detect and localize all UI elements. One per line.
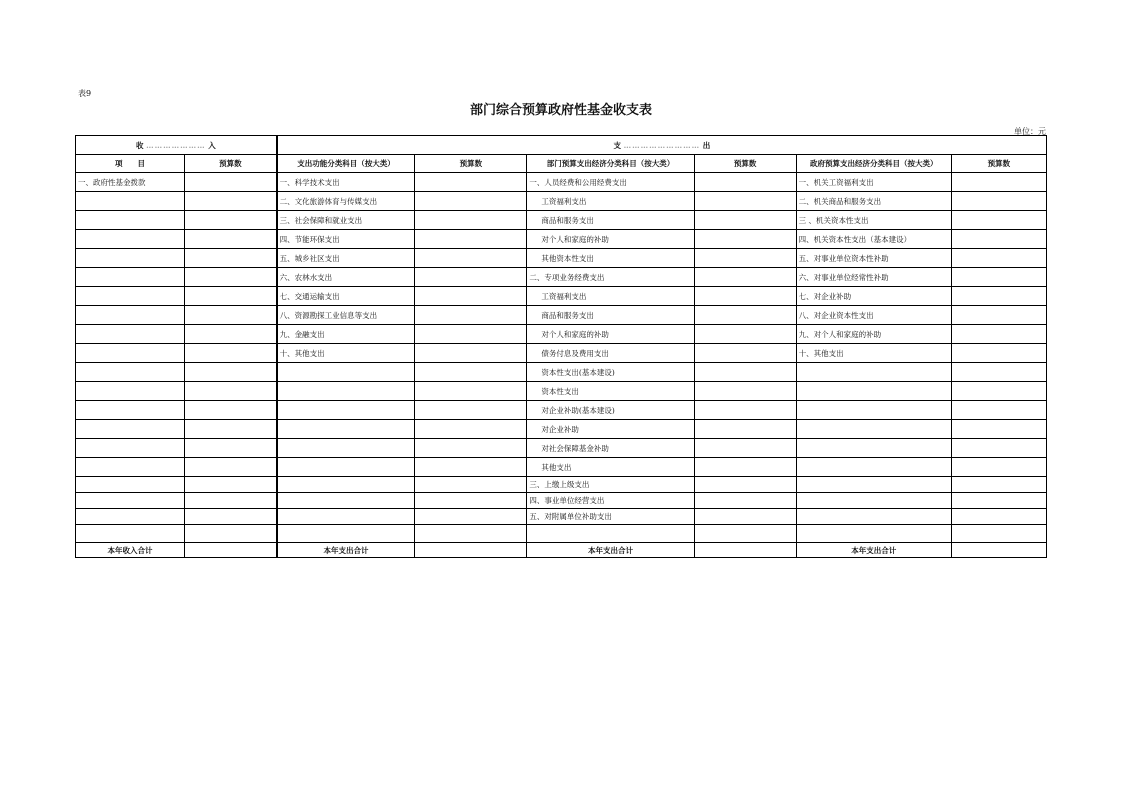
income-item-cell — [76, 192, 185, 211]
gov-econ-item-cell: 十、其他支出 — [796, 344, 951, 363]
income-budget-cell — [185, 382, 277, 401]
expense-section-header — [277, 136, 1047, 155]
function-item-cell — [277, 493, 415, 509]
gov-budget-cell — [951, 173, 1046, 192]
dept-budget-cell — [694, 173, 796, 192]
table-row — [76, 382, 1047, 401]
gov-econ-item-cell: 九、对个人和家庭的补助 — [796, 325, 951, 344]
function-item-cell — [277, 509, 415, 525]
col-header-dept-econ-class: 部门预算支出经济分类科目（按大类） — [527, 155, 694, 173]
table-row — [76, 325, 1047, 344]
table-row — [76, 493, 1047, 509]
function-item-cell: 一、科学技术支出 — [277, 173, 415, 192]
income-budget-cell — [185, 458, 277, 477]
function-budget-cell — [415, 211, 527, 230]
dept-total-value — [694, 543, 796, 558]
dept-budget-cell — [694, 268, 796, 287]
income-item-cell — [76, 363, 185, 382]
gov-budget-cell — [951, 287, 1046, 306]
function-item-cell: 九、金融支出 — [277, 325, 415, 344]
gov-budget-cell — [951, 325, 1046, 344]
income-total-label: 本年收入合计 — [76, 543, 185, 558]
budget-table — [75, 135, 1047, 558]
dept-econ-item-cell: 其他资本性支出 — [527, 249, 694, 268]
unit-label: 单位：元 — [1014, 127, 1046, 136]
function-item-cell: 六、农林水支出 — [277, 268, 415, 287]
table-row — [76, 173, 1047, 192]
income-total-value — [185, 543, 277, 558]
dept-econ-item-cell: 五、对附属单位补助支出 — [527, 509, 694, 525]
gov-econ-item-cell — [796, 363, 951, 382]
function-item-cell: 十、其他支出 — [277, 344, 415, 363]
dept-econ-item-cell: 资本性支出(基本建设) — [527, 363, 694, 382]
income-item-cell — [76, 382, 185, 401]
table-row — [76, 439, 1047, 458]
dept-econ-item-cell: 资本性支出 — [527, 382, 694, 401]
income-item-cell — [76, 420, 185, 439]
dept-econ-item-cell: 工资福利支出 — [527, 287, 694, 306]
function-budget-cell — [415, 477, 527, 493]
gov-econ-item-cell: 七、对企业补助 — [796, 287, 951, 306]
gov-budget-cell — [951, 525, 1046, 543]
income-budget-cell — [185, 401, 277, 420]
dept-econ-item-cell: 商品和服务支出 — [527, 211, 694, 230]
dept-budget-cell — [694, 363, 796, 382]
gov-budget-cell — [951, 420, 1046, 439]
table-row — [76, 420, 1047, 439]
expense-header-dots: ……………………… — [623, 140, 701, 150]
gov-econ-item-cell: 二、机关商品和服务支出 — [796, 192, 951, 211]
income-item-cell — [76, 249, 185, 268]
dept-budget-cell — [694, 477, 796, 493]
dept-budget-cell — [694, 458, 796, 477]
income-budget-cell — [185, 509, 277, 525]
table-row — [76, 401, 1047, 420]
income-item-cell — [76, 325, 185, 344]
income-budget-cell — [185, 477, 277, 493]
dept-budget-cell — [694, 192, 796, 211]
income-budget-cell — [185, 493, 277, 509]
function-budget-cell — [415, 249, 527, 268]
gov-budget-cell — [951, 477, 1046, 493]
gov-budget-cell — [951, 439, 1046, 458]
col-header-gov-budget: 预算数 — [951, 155, 1046, 173]
gov-econ-item-cell: 八、对企业资本性支出 — [796, 306, 951, 325]
function-total-value — [415, 543, 527, 558]
gov-econ-item-cell — [796, 401, 951, 420]
dept-econ-item-cell: 一、人员经费和公用经费支出 — [527, 173, 694, 192]
section-header-row — [76, 136, 1047, 155]
table-row — [76, 477, 1047, 493]
income-item-cell — [76, 525, 185, 543]
dept-budget-cell — [694, 306, 796, 325]
dept-econ-item-cell: 对企业补助(基本建设) — [527, 401, 694, 420]
income-section-header — [76, 136, 277, 155]
table-row — [76, 287, 1047, 306]
income-header-right: 入 — [208, 140, 216, 150]
income-budget-cell — [185, 249, 277, 268]
dept-total-label: 本年支出合计 — [527, 543, 694, 558]
gov-budget-cell — [951, 382, 1046, 401]
income-budget-cell — [185, 173, 277, 192]
gov-budget-cell — [951, 192, 1046, 211]
income-budget-cell — [185, 325, 277, 344]
gov-budget-cell — [951, 363, 1046, 382]
gov-econ-item-cell — [796, 439, 951, 458]
income-budget-cell — [185, 192, 277, 211]
function-budget-cell — [415, 173, 527, 192]
dept-econ-item-cell: 对个人和家庭的补助 — [527, 325, 694, 344]
dept-budget-cell — [694, 509, 796, 525]
dept-econ-item-cell: 对企业补助 — [527, 420, 694, 439]
col-header-function-class: 支出功能分类科目（按大类） — [277, 155, 415, 173]
function-item-cell: 三、社会保障和就业支出 — [277, 211, 415, 230]
column-header-row — [76, 155, 1047, 173]
function-budget-cell — [415, 363, 527, 382]
function-budget-cell — [415, 420, 527, 439]
function-budget-cell — [415, 439, 527, 458]
function-item-cell — [277, 525, 415, 543]
dept-econ-item-cell: 对社会保障基金补助 — [527, 439, 694, 458]
gov-econ-item-cell — [796, 458, 951, 477]
function-budget-cell — [415, 458, 527, 477]
income-budget-cell — [185, 306, 277, 325]
income-item-cell — [76, 230, 185, 249]
income-item-cell — [76, 493, 185, 509]
function-budget-cell — [415, 525, 527, 543]
function-item-cell — [277, 363, 415, 382]
income-budget-cell — [185, 344, 277, 363]
table-row — [76, 525, 1047, 543]
income-budget-cell — [185, 268, 277, 287]
function-budget-cell — [415, 268, 527, 287]
expense-header-right: 出 — [702, 140, 711, 150]
income-item-cell — [76, 344, 185, 363]
col-header-gov-econ-class: 政府预算支出经济分类科目（按大类） — [796, 155, 951, 173]
gov-econ-item-cell — [796, 477, 951, 493]
table-row — [76, 363, 1047, 382]
page-title: 部门综合预算政府性基金收支表 — [469, 103, 652, 118]
function-budget-cell — [415, 382, 527, 401]
function-item-cell: 七、交通运输支出 — [277, 287, 415, 306]
income-item-cell — [76, 509, 185, 525]
function-item-cell: 八、资源勘探工业信息等支出 — [277, 306, 415, 325]
expense-header-left: 支 — [613, 140, 621, 150]
income-item-cell — [76, 439, 185, 458]
function-budget-cell — [415, 509, 527, 525]
gov-budget-cell — [951, 306, 1046, 325]
function-item-cell — [277, 420, 415, 439]
dept-econ-item-cell: 商品和服务支出 — [527, 306, 694, 325]
income-item-cell — [76, 401, 185, 420]
function-budget-cell — [415, 306, 527, 325]
gov-econ-item-cell — [796, 509, 951, 525]
income-budget-cell — [185, 525, 277, 543]
function-total-label: 本年支出合计 — [277, 543, 415, 558]
dept-budget-cell — [694, 211, 796, 230]
income-item-cell — [76, 211, 185, 230]
table-row — [76, 306, 1047, 325]
gov-econ-item-cell — [796, 493, 951, 509]
totals-row — [76, 543, 1047, 558]
gov-budget-cell — [951, 211, 1046, 230]
income-budget-cell — [185, 230, 277, 249]
table-row — [76, 192, 1047, 211]
col-header-income-budget: 预算数 — [185, 155, 277, 173]
gov-econ-item-cell: 六、对事业单位经常性补助 — [796, 268, 951, 287]
gov-econ-item-cell: 三 、机关资本性支出 — [796, 211, 951, 230]
function-budget-cell — [415, 344, 527, 363]
dept-econ-item-cell: 对个人和家庭的补助 — [527, 230, 694, 249]
dept-econ-item-cell: 其他支出 — [527, 458, 694, 477]
gov-budget-cell — [951, 230, 1046, 249]
dept-budget-cell — [694, 439, 796, 458]
income-item-cell — [76, 458, 185, 477]
gov-econ-item-cell — [796, 420, 951, 439]
dept-budget-cell — [694, 230, 796, 249]
dept-econ-item-cell: 三、上缴上级支出 — [527, 477, 694, 493]
dept-econ-item-cell: 工资福利支出 — [527, 192, 694, 211]
table-row — [76, 249, 1047, 268]
table-row — [76, 268, 1047, 287]
function-item-cell — [277, 458, 415, 477]
income-budget-cell — [185, 439, 277, 458]
function-budget-cell — [415, 230, 527, 249]
income-item-cell: 一、政府性基金拨款 — [76, 173, 185, 192]
income-item-cell — [76, 306, 185, 325]
table-row — [76, 458, 1047, 477]
income-budget-cell — [185, 211, 277, 230]
gov-total-label: 本年支出合计 — [796, 543, 951, 558]
dept-budget-cell — [694, 493, 796, 509]
dept-econ-item-cell — [527, 525, 694, 543]
dept-budget-cell — [694, 287, 796, 306]
function-item-cell: 五、城乡社区支出 — [277, 249, 415, 268]
table-row — [76, 211, 1047, 230]
function-item-cell — [277, 382, 415, 401]
dept-econ-item-cell: 二、专项业务经费支出 — [527, 268, 694, 287]
function-budget-cell — [415, 493, 527, 509]
gov-budget-cell — [951, 249, 1046, 268]
function-item-cell — [277, 477, 415, 493]
gov-budget-cell — [951, 493, 1046, 509]
function-item-cell: 二、文化旅游体育与传媒支出 — [277, 192, 415, 211]
income-budget-cell — [185, 420, 277, 439]
dept-budget-cell — [694, 525, 796, 543]
table-row — [76, 509, 1047, 525]
function-budget-cell — [415, 192, 527, 211]
income-header-left: 收 — [135, 140, 144, 150]
gov-budget-cell — [951, 401, 1046, 420]
col-header-item: 项 目 — [76, 155, 185, 173]
dept-budget-cell — [694, 401, 796, 420]
dept-budget-cell — [694, 420, 796, 439]
gov-econ-item-cell — [796, 525, 951, 543]
income-item-cell — [76, 268, 185, 287]
gov-budget-cell — [951, 509, 1046, 525]
function-budget-cell — [415, 325, 527, 344]
function-budget-cell — [415, 287, 527, 306]
dept-budget-cell — [694, 344, 796, 363]
table-row — [76, 344, 1047, 363]
gov-econ-item-cell: 四、机关资本性支出（基本建设） — [796, 230, 951, 249]
col-header-function-budget: 预算数 — [415, 155, 527, 173]
income-header-dots: ………………… — [146, 140, 206, 150]
gov-econ-item-cell — [796, 382, 951, 401]
function-item-cell — [277, 439, 415, 458]
table-row — [76, 230, 1047, 249]
income-budget-cell — [185, 287, 277, 306]
dept-budget-cell — [694, 249, 796, 268]
dept-econ-item-cell: 债务付息及费用支出 — [527, 344, 694, 363]
gov-budget-cell — [951, 344, 1046, 363]
gov-total-value — [951, 543, 1046, 558]
function-item-cell: 四、节能环保支出 — [277, 230, 415, 249]
gov-econ-item-cell: 五、对事业单位资本性补助 — [796, 249, 951, 268]
income-item-cell — [76, 477, 185, 493]
gov-budget-cell — [951, 268, 1046, 287]
function-item-cell — [277, 401, 415, 420]
function-budget-cell — [415, 401, 527, 420]
income-budget-cell — [185, 363, 277, 382]
dept-econ-item-cell: 四、事业单位经营支出 — [527, 493, 694, 509]
col-header-dept-budget: 预算数 — [694, 155, 796, 173]
dept-budget-cell — [694, 382, 796, 401]
gov-econ-item-cell: 一、机关工资福利支出 — [796, 173, 951, 192]
table-number: 表9 — [78, 89, 92, 98]
gov-budget-cell — [951, 458, 1046, 477]
dept-budget-cell — [694, 325, 796, 344]
income-item-cell — [76, 287, 185, 306]
